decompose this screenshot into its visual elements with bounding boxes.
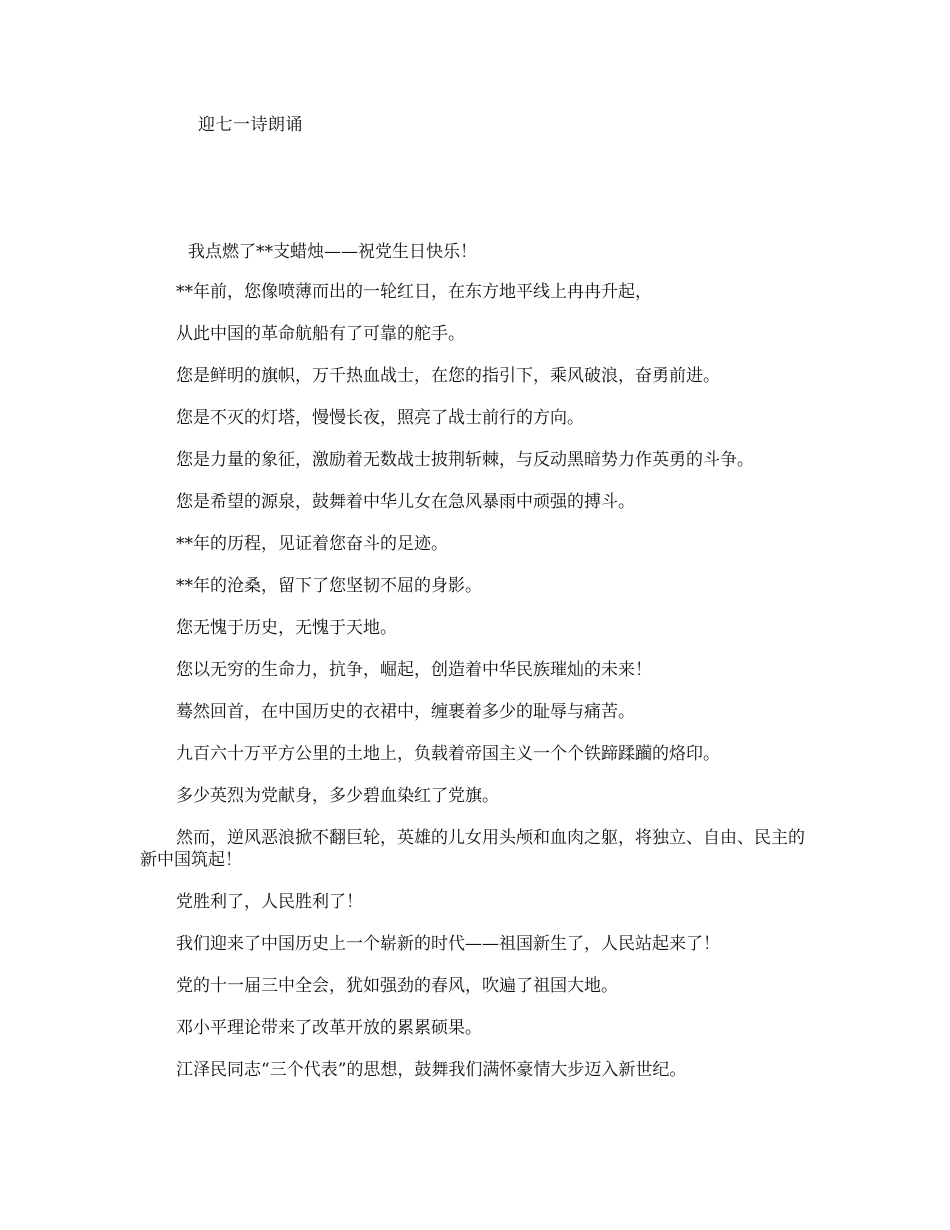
- poem-paragraph: **年前，您像喷薄而出的一轮红日，在东方地平线上冉冉升起，: [176, 282, 652, 302]
- poem-body: [140, 281, 820, 1101]
- poem-paragraph: 党的十一届三中全会，犹如强劲的春风，吹遍了祖国大地。: [176, 976, 618, 996]
- poem-paragraph: 然而，逆风恶浪掀不翻巨轮，英雄的儿女用头颅和血肉之躯，将独立、自由、民主的新中国筑起！: [140, 828, 805, 870]
- poem-paragraph: 您是力量的象征，激励着无数战士披荆斩棘，与反动黑暗势力作英勇的斗争。: [176, 450, 754, 470]
- poem-paragraph: 您以无穷的生命力，抗争，崛起，创造着中华民族璀灿的未来！: [176, 660, 652, 680]
- poem-paragraph: 您是鲜明的旗帜，万千热血战士，在您的指引下，乘风破浪，奋勇前进。: [176, 366, 720, 386]
- poem-paragraph: 我们迎来了中国历史上一个崭新的时代——祖国新生了，人民站起来了！: [176, 934, 720, 954]
- document-title: 迎七一诗朗诵: [198, 115, 303, 135]
- poem-subtitle: 我点燃了**支蜡烛——祝党生日快乐！: [188, 242, 477, 262]
- poem-paragraph: **年的历程，见证着您奋斗的足迹。: [176, 534, 448, 554]
- poem-paragraph: 从此中国的革命航船有了可靠的舵手。: [176, 324, 465, 344]
- poem-paragraph: 多少英烈为党献身，多少碧血染红了党旗。: [176, 786, 499, 806]
- poem-paragraph: 邓小平理论带来了改革开放的累累硕果。: [176, 1018, 482, 1038]
- poem-paragraph: 蓦然回首，在中国历史的衣裙中，缠裹着多少的耻辱与痛苦。: [176, 702, 635, 722]
- poem-paragraph: 九百六十万平方公里的土地上，负载着帝国主义一个个铁蹄蹂躏的烙印。: [176, 744, 720, 764]
- poem-paragraph: 您无愧于历史，无愧于天地。: [176, 618, 397, 638]
- poem-paragraph: 您是希望的源泉，鼓舞着中华儿女在急风暴雨中顽强的搏斗。: [176, 492, 635, 512]
- poem-paragraph: 您是不灭的灯塔，慢慢长夜，照亮了战士前行的方向。: [176, 408, 584, 428]
- poem-paragraph: 党胜利了，人民胜利了！: [176, 892, 363, 912]
- poem-paragraph: **年的沧桑，留下了您坚韧不屈的身影。: [176, 576, 482, 596]
- poem-paragraph: 江泽民同志“三个代表”的思想，鼓舞我们满怀豪情大步迈入新世纪。: [176, 1060, 687, 1080]
